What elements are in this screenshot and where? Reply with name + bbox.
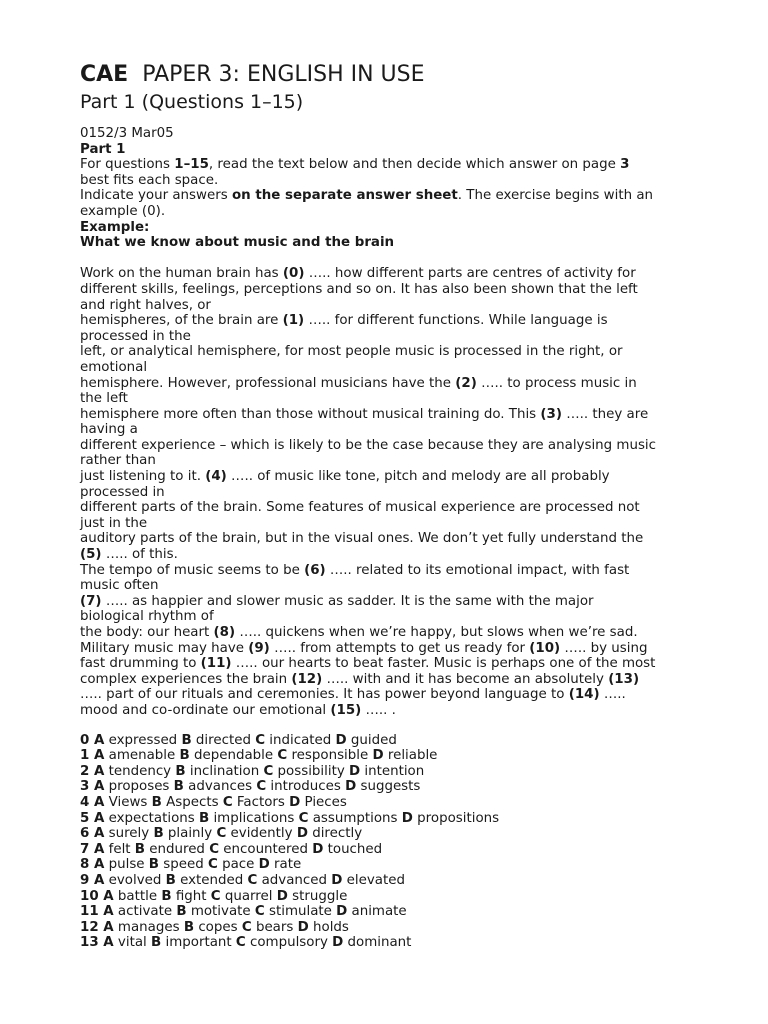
passage-text-segment: different parts of the brain. Some features of musical experience are processed not [80, 500, 640, 516]
option-letter: D [276, 888, 288, 904]
passage-text-segment: Work on the human brain has [80, 266, 283, 282]
option-word: proposes [104, 779, 174, 795]
question-number: 2 [80, 763, 94, 779]
instruction-line [80, 188, 720, 204]
gap-number: (6) [304, 562, 326, 578]
option-word: felt [104, 841, 135, 857]
option-letter: D [372, 748, 384, 764]
option-word: implications [209, 810, 299, 826]
gap-number: (4) [205, 469, 227, 485]
passage-text-segment: ….. part of our rituals and ceremonies. It has power beyond language to [80, 687, 569, 703]
option-word: directed [191, 732, 256, 748]
question-number: 6 [80, 826, 94, 842]
passage-text-segment: ….. to process music in [476, 375, 637, 391]
option-row [80, 826, 720, 842]
option-word: quarrel [220, 888, 277, 904]
passage-text-segment: music often [80, 578, 159, 594]
option-letter: B [175, 763, 186, 779]
passage-text-segment: emotional [80, 359, 148, 375]
passage-line [80, 609, 720, 625]
passage-text-segment: hemispheres, of the brain are [80, 313, 283, 329]
option-word: important [161, 935, 236, 951]
instruction-line: example (0). [80, 203, 166, 219]
option-row [80, 795, 720, 811]
option-letter: B [165, 872, 176, 888]
option-word: expectations [104, 810, 199, 826]
page-title [80, 62, 720, 88]
option-word: introduces [266, 779, 346, 795]
passage-text-segment: hemisphere more often than those without musical training do. This [80, 406, 541, 422]
option-letter: D [336, 904, 348, 920]
option-letter: A [93, 794, 105, 810]
passage-text-segment: ….. [599, 687, 626, 703]
option-word: tendency [104, 763, 176, 779]
option-letter: B [181, 732, 192, 748]
instruction-line [80, 157, 720, 173]
question-number: 8 [80, 857, 94, 873]
instruction-text: Indicate your answers [80, 188, 232, 204]
option-letter: A [93, 857, 105, 873]
option-row [80, 889, 720, 905]
option-word: amenable [104, 748, 180, 764]
gap-number: (10) [529, 640, 561, 656]
instruction-bold: 3 [620, 157, 630, 173]
gap-number: (14) [568, 687, 600, 703]
option-word: extended [175, 872, 248, 888]
passage-text-segment: ….. quickens when we’re happy, but slows when we’re sad. [235, 625, 638, 640]
gap-number: (9) [248, 640, 270, 656]
passage-text-segment: having a [80, 422, 138, 438]
option-word: Views [104, 794, 152, 810]
option-word: animate [347, 904, 407, 920]
passage-text-segment: rather than [80, 453, 156, 469]
option-word: holds [308, 919, 349, 935]
passage-line [80, 407, 720, 423]
passage-text-segment: different experience – which is likely to be the case because they are analysing music [80, 437, 656, 453]
passage-line [80, 376, 720, 392]
option-word: advanced [257, 872, 332, 888]
option-letter: B [179, 748, 190, 764]
option-letter: D [312, 841, 324, 857]
option-word: propositions [412, 810, 500, 826]
option-word: plainly [163, 826, 217, 842]
option-letter: C [209, 841, 220, 857]
option-word: elevated [342, 872, 405, 888]
option-word: assumptions [308, 810, 402, 826]
option-word: encountered [219, 841, 313, 857]
option-letter: C [256, 779, 267, 795]
question-number: 3 [80, 779, 94, 795]
paper-code: 0152/3 Mar05 [80, 126, 174, 141]
passage-text-segment: ….. . [361, 702, 396, 718]
passage-line [80, 313, 720, 329]
option-letter: C [207, 857, 218, 873]
passage-line [80, 672, 720, 688]
passage-line [80, 563, 720, 579]
question-number: 7 [80, 841, 94, 857]
option-letter: D [332, 935, 344, 951]
instructions-block [80, 126, 720, 719]
option-letter: A [103, 904, 114, 920]
option-letter: D [335, 732, 347, 748]
option-row [80, 779, 720, 795]
option-letter: C [235, 935, 246, 951]
passage-text-segment: ….. from attempts to get us ready for [269, 640, 530, 656]
document-page [80, 62, 720, 951]
option-letter: B [173, 779, 184, 795]
passage-line [80, 422, 720, 438]
option-row [80, 748, 720, 764]
option-word: copes [194, 919, 242, 935]
passage-text-segment: hemisphere. However, professional musicians have the [80, 375, 456, 391]
option-word: surely [104, 826, 154, 842]
option-word: pulse [104, 857, 149, 873]
instruction-text: . The exercise begins with an [457, 188, 654, 204]
option-letter: C [298, 810, 309, 826]
option-word: responsible [287, 748, 373, 764]
gap-number: (8) [213, 625, 236, 640]
instruction-bold: 1–15 [174, 157, 209, 173]
question-number: 9 [80, 872, 94, 888]
option-word: activate [113, 904, 177, 920]
option-letter: D [401, 810, 413, 826]
passage-text-segment: mood and co-ordinate our emotional [80, 702, 331, 718]
option-row [80, 904, 720, 920]
passage-line [80, 703, 720, 719]
passage-line [80, 687, 720, 703]
passage-line [80, 578, 720, 594]
gap-number: (12) [291, 671, 323, 687]
option-word: rate [269, 857, 302, 873]
option-letter: A [93, 732, 105, 748]
passage-line [80, 438, 720, 454]
option-letter: A [103, 888, 114, 904]
option-word: Factors [232, 794, 290, 810]
option-row [80, 873, 720, 889]
option-row [80, 842, 720, 858]
text-title: What we know about music and the brain [80, 235, 395, 251]
option-letter: A [93, 748, 105, 764]
option-word: speed [159, 857, 208, 873]
passage-text-segment: auditory parts of the brain, but in the visual ones. We don’t yet fully understand the [80, 531, 644, 547]
passage-line [80, 485, 720, 501]
option-letter: C [216, 826, 227, 842]
option-row [80, 811, 720, 827]
passage-line [80, 298, 720, 314]
passage-line [80, 516, 720, 532]
option-word: indicated [265, 732, 336, 748]
passage-line [80, 391, 720, 407]
passage-line [80, 469, 720, 485]
option-word: suggests [356, 779, 421, 795]
option-word: intention [360, 763, 425, 779]
part-label: Part 1 [80, 141, 126, 157]
passage-text-segment: ….. of music like tone, pitch and melody are all probably [226, 469, 610, 485]
option-word: evidently [226, 826, 297, 842]
example-label: Example: [80, 219, 150, 235]
spacer [80, 251, 720, 267]
answer-options [80, 733, 720, 951]
passage-line [80, 282, 720, 298]
option-letter: B [151, 935, 162, 951]
option-letter: D [331, 872, 343, 888]
passage-text-segment: different skills, feelings, perceptions and so on. It has also been shown that the left [80, 281, 638, 297]
passage-text [80, 266, 720, 718]
option-letter: A [93, 841, 105, 857]
passage-line [80, 656, 720, 672]
passage-text-segment: left, or analytical hemisphere, for most people music is processed in the right, or [80, 344, 623, 360]
passage-line [80, 329, 720, 345]
passage-text-segment: ….. for different functions. While language is [304, 313, 608, 329]
option-letter: C [247, 872, 258, 888]
gap-number: (0) [282, 266, 305, 282]
question-number: 10 [80, 888, 104, 904]
passage-line [80, 500, 720, 516]
option-letter: C [263, 763, 274, 779]
exam-name: CAE [80, 62, 129, 87]
question-number: 1 [80, 748, 94, 764]
option-letter: C [255, 732, 266, 748]
instruction-text: For questions [80, 157, 175, 173]
passage-text-segment: fast drumming to [80, 656, 201, 672]
gap-number: (3) [540, 406, 562, 422]
passage-line [80, 344, 720, 360]
option-word: struggle [287, 888, 348, 904]
option-letter: D [349, 763, 361, 779]
option-word: reliable [383, 748, 438, 764]
passage-line [80, 531, 720, 547]
option-letter: D [258, 857, 270, 873]
option-word: Pieces [300, 794, 347, 810]
passage-line [80, 641, 720, 657]
option-letter: B [161, 888, 172, 904]
option-word: battle [113, 888, 162, 904]
passage-line [80, 453, 720, 469]
passage-text-segment: the left [80, 391, 128, 407]
option-letter: D [296, 826, 308, 842]
option-word: dominant [343, 935, 412, 951]
gap-number: (13) [608, 671, 640, 687]
option-letter: D [289, 794, 301, 810]
passage-text-segment: ….. by using [560, 640, 648, 656]
passage-text-segment: ….. they are [561, 406, 649, 422]
option-word: dependable [189, 748, 278, 764]
option-letter: A [93, 779, 105, 795]
question-number: 5 [80, 810, 94, 826]
question-number: 0 [80, 732, 94, 748]
option-letter: A [93, 826, 105, 842]
gap-number: (7) [80, 593, 102, 609]
option-word: bears [251, 919, 298, 935]
passage-text-segment: ….. our hearts to beat faster. Music is perhaps one of the most [231, 656, 656, 672]
option-word: inclination [185, 763, 264, 779]
option-word: manages [113, 919, 184, 935]
passage-text-segment: biological rhythm of [80, 609, 214, 625]
passage-text-segment: and right halves, or [80, 297, 211, 313]
passage-text-segment: just in the [80, 515, 148, 531]
option-word: evolved [104, 872, 166, 888]
option-word: directly [307, 826, 363, 842]
option-letter: A [93, 872, 105, 888]
option-word: endured [145, 841, 210, 857]
passage-line [80, 594, 720, 610]
option-letter: C [254, 904, 265, 920]
gap-number: (1) [282, 313, 305, 329]
paper-name: PAPER 3: ENGLISH IN USE [142, 62, 425, 87]
passage-text-segment: complex experiences the brain [80, 671, 292, 687]
gap-number: (2) [455, 375, 477, 391]
option-word: fight [171, 888, 211, 904]
instruction-text: , read the text below and then decide which answer on page [208, 157, 621, 173]
option-letter: B [198, 810, 210, 826]
passage-text-segment: just listening to it. [80, 469, 206, 485]
passage-text-segment: ….. of this. [101, 547, 178, 563]
option-word: guided [346, 732, 397, 748]
instruction-line: best fits each space. [80, 172, 219, 188]
option-letter: C [210, 888, 221, 904]
gap-number: (5) [80, 547, 102, 563]
option-letter: A [93, 810, 105, 826]
passage-text-segment: Military music may have [80, 640, 249, 656]
gap-number: (11) [200, 656, 232, 672]
passage-line [80, 360, 720, 376]
passage-text-segment: ….. as happier and slower music as sadder. It is the same with the major [101, 593, 594, 609]
option-word: pace [217, 857, 259, 873]
option-row [80, 935, 720, 951]
option-word: advances [183, 779, 257, 795]
option-row [80, 764, 720, 780]
passage-text-segment: processed in the [80, 328, 191, 344]
passage-line [80, 266, 720, 282]
passage-text-segment: ….. with and it has become an absolutely [322, 671, 609, 687]
option-letter: B [176, 904, 187, 920]
option-letter: A [103, 919, 114, 935]
passage-text-segment: processed in [80, 484, 165, 500]
option-letter: C [241, 919, 252, 935]
option-letter: C [277, 748, 288, 764]
passage-line [80, 625, 720, 641]
option-letter: D [297, 919, 309, 935]
option-letter: C [222, 794, 233, 810]
option-word: Aspects [161, 794, 223, 810]
option-letter: B [134, 841, 146, 857]
option-word: touched [323, 841, 383, 857]
option-word: possibility [273, 763, 350, 779]
passage-text-segment: the body: our heart [80, 625, 214, 640]
option-letter: B [151, 794, 162, 810]
option-letter: A [103, 935, 114, 951]
option-row [80, 857, 720, 873]
option-word: motivate [186, 904, 255, 920]
option-letter: B [153, 826, 164, 842]
question-number: 13 [80, 935, 104, 951]
question-number: 12 [80, 919, 104, 935]
option-row [80, 733, 720, 749]
passage-line [80, 547, 720, 563]
option-word: compulsory [245, 935, 333, 951]
option-word: vital [113, 935, 152, 951]
part-heading: Part 1 (Questions 1–15) [80, 91, 304, 113]
question-number: 4 [80, 794, 94, 810]
option-letter: B [148, 857, 160, 873]
passage-text-segment: ….. related to its emotional impact, with fast [325, 562, 630, 578]
option-letter: D [345, 779, 357, 795]
option-row [80, 920, 720, 936]
gap-number: (15) [330, 702, 362, 718]
passage-text-segment: The tempo of music seems to be [80, 562, 305, 578]
option-letter: A [93, 763, 105, 779]
question-number: 11 [80, 904, 104, 920]
passage-text-segment: ….. how different parts are centres of activity for [304, 266, 636, 282]
instruction-bold: on the separate answer sheet [231, 188, 458, 204]
option-letter: B [183, 919, 195, 935]
option-word: stimulate [264, 904, 337, 920]
option-word: expressed [104, 732, 182, 748]
